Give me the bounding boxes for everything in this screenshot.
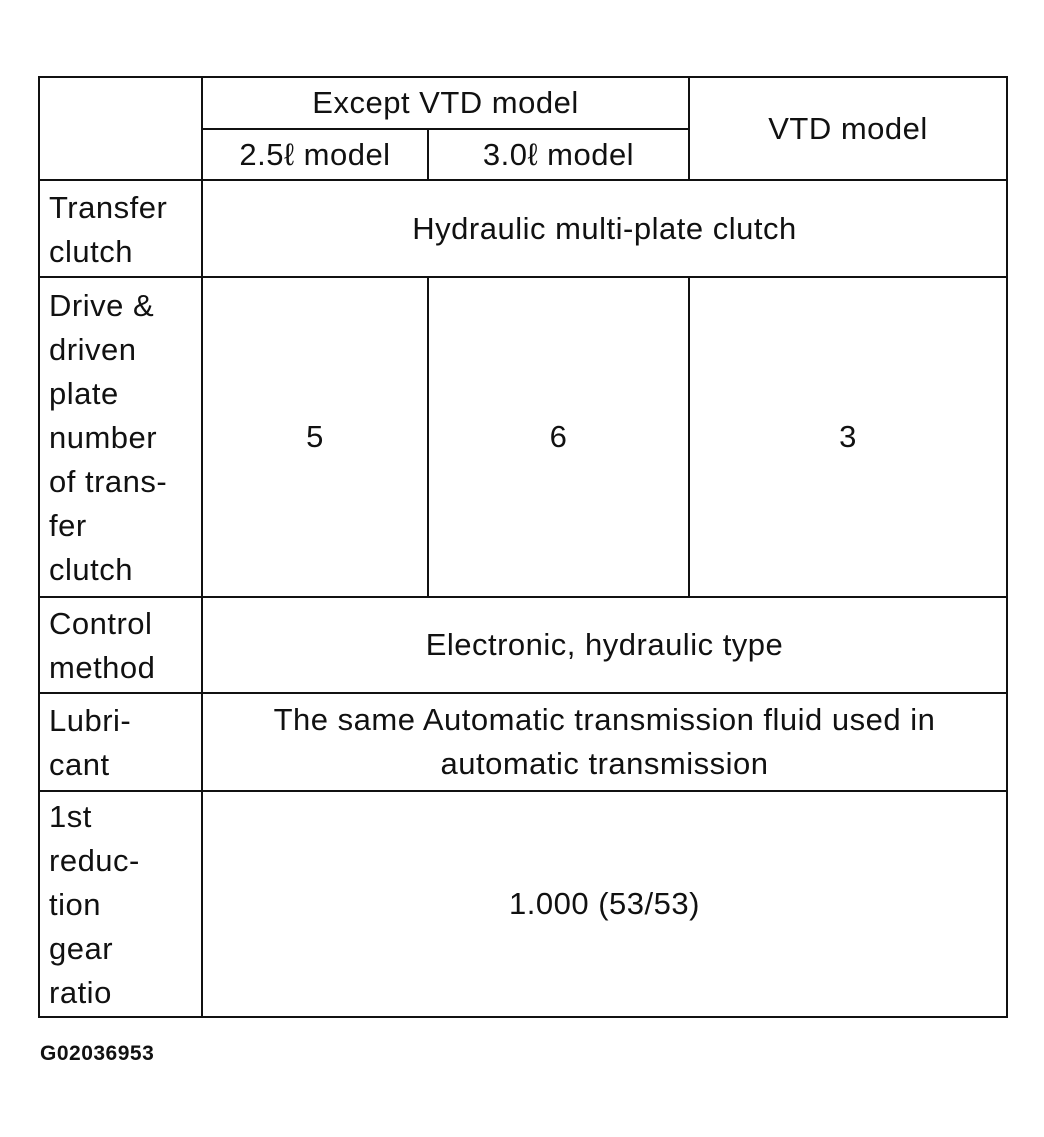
figure-id: G02036953 <box>40 1042 155 1065</box>
label-control-method: Control method <box>39 597 202 693</box>
header-30-model: 3.0ℓ model <box>428 129 689 180</box>
row-transfer-clutch <box>39 180 1007 277</box>
value-plate-number-25: 5 <box>202 277 428 597</box>
label-gear-ratio: 1st reduc- tion gear ratio <box>39 791 202 1017</box>
header-vtd-model: VTD model <box>689 77 1007 180</box>
transfer-specs-table <box>38 76 1008 1018</box>
value-lubricant <box>202 693 1007 791</box>
value-lubricant-line1: The same Automatic transmission fluid used in <box>273 702 936 737</box>
header-except-vtd: Except VTD model <box>202 77 689 129</box>
value-plate-number-30: 6 <box>428 277 689 597</box>
row-control-method <box>39 597 1007 693</box>
label-plate-number: Drive & driven plate number of trans- fer clutch <box>39 277 202 597</box>
header-empty-corner <box>39 77 202 180</box>
label-transfer-clutch: Transfer clutch <box>39 180 202 277</box>
header-25-model: 2.5ℓ model <box>202 129 428 180</box>
value-plate-number-vtd: 3 <box>689 277 1007 597</box>
row-gear-ratio <box>39 791 1007 1017</box>
value-control-method: Electronic, hydraulic type <box>202 597 1007 693</box>
row-lubricant <box>39 693 1007 791</box>
value-gear-ratio: 1.000 (53/53) <box>202 791 1007 1017</box>
row-plate-number <box>39 277 1007 597</box>
value-lubricant-line2: automatic transmission <box>440 746 769 781</box>
value-transfer-clutch: Hydraulic multi-plate clutch <box>202 180 1007 277</box>
label-lubricant: Lubri- cant <box>39 693 202 791</box>
header-row-group <box>39 77 1007 129</box>
